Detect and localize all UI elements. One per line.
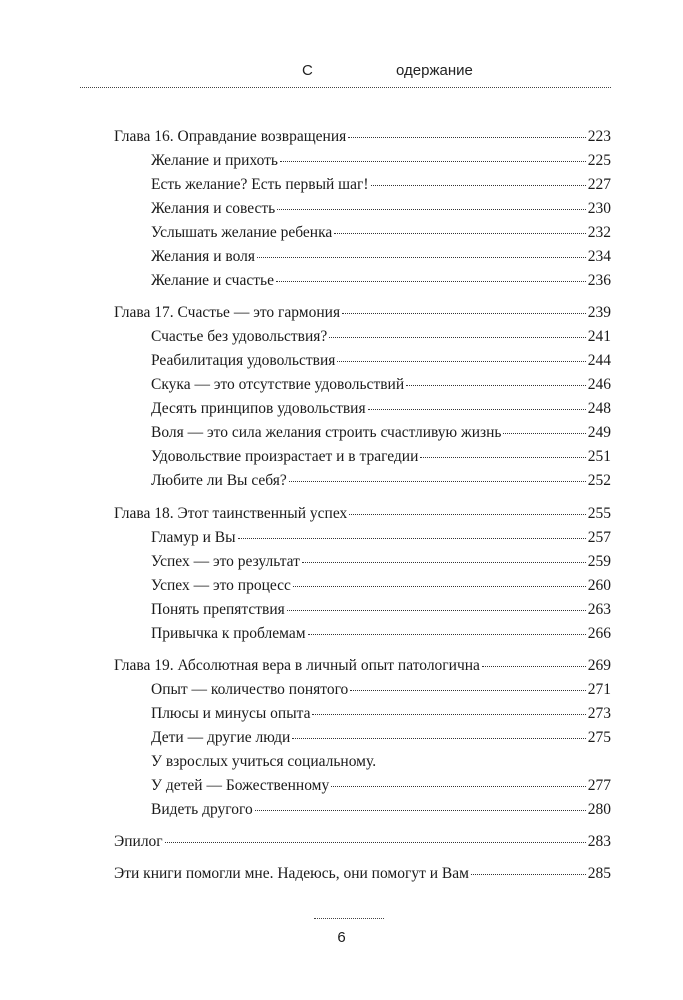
dot-leader <box>371 185 586 186</box>
toc-entry[interactable] <box>0 221 683 245</box>
toc-page-number: 269 <box>587 657 611 674</box>
toc-entry[interactable] <box>0 421 683 445</box>
toc-chapter[interactable] <box>0 862 683 886</box>
dot-leader <box>406 385 586 386</box>
toc-title: Удовольствие произрастает и в трагедии <box>151 448 419 465</box>
dot-leader <box>302 562 586 563</box>
toc-chapter[interactable] <box>0 125 683 149</box>
dot-leader <box>287 610 586 611</box>
toc-page-number: 227 <box>587 176 611 193</box>
dot-leader <box>349 514 586 515</box>
toc-chapter[interactable] <box>0 830 683 854</box>
header-title: одержание <box>396 62 473 79</box>
toc-title: Глава 18. Этот таинственный успех <box>114 505 348 522</box>
dot-leader <box>312 714 585 715</box>
toc-title: Опыт — количество понятого <box>151 681 349 698</box>
toc-entry[interactable] <box>0 245 683 269</box>
footer-divider <box>314 918 384 919</box>
toc-title: Реабилитация удовольствия <box>151 352 336 369</box>
toc-page-number: 259 <box>587 553 611 570</box>
toc-page-number: 283 <box>587 833 611 850</box>
toc-page-number: 232 <box>587 224 611 241</box>
toc-page-number: 280 <box>587 801 611 818</box>
dot-leader <box>420 457 585 458</box>
dot-leader <box>350 690 585 691</box>
toc-title: Видеть другого <box>151 801 253 818</box>
toc-entry[interactable] <box>0 702 683 726</box>
toc-entry[interactable] <box>0 622 683 646</box>
dot-leader <box>280 161 586 162</box>
dot-leader <box>471 874 586 875</box>
dot-leader <box>331 786 586 787</box>
toc-entry[interactable] <box>0 598 683 622</box>
toc-page-number: 260 <box>587 577 611 594</box>
dot-leader <box>255 810 586 811</box>
dot-leader <box>482 666 586 667</box>
toc-title: Плюсы и минусы опыта <box>151 705 311 722</box>
toc-title: Успех — это процесс <box>151 577 291 594</box>
dot-leader <box>337 361 585 362</box>
toc-entry[interactable] <box>0 325 683 349</box>
toc-title: У детей — Божественному <box>151 777 330 794</box>
toc-title: Желания и совесть <box>151 200 276 217</box>
dot-leader <box>238 538 586 539</box>
toc-entry[interactable] <box>0 798 683 822</box>
header-initial: С <box>302 62 313 79</box>
toc-title: Дети — другие люди <box>151 729 291 746</box>
toc-title: Гламур и Вы <box>151 529 236 546</box>
dot-leader <box>257 257 586 258</box>
toc-page-number: 285 <box>587 865 611 882</box>
toc-entry[interactable] <box>0 397 683 421</box>
running-header <box>0 62 683 84</box>
toc-page-number: 266 <box>587 625 611 642</box>
toc-title: Воля — это сила желания строить счастливую жизнь <box>151 424 502 441</box>
dot-leader <box>308 634 586 635</box>
dot-leader <box>289 481 586 482</box>
toc-title: Глава 19. Абсолютная вера в личный опыт патологична <box>114 657 480 674</box>
toc-chapter[interactable] <box>0 301 683 325</box>
toc-title: Есть желание? Есть первый шаг! <box>151 176 369 193</box>
toc-page-number: 248 <box>587 400 611 417</box>
toc-page-number: 234 <box>587 248 611 265</box>
toc-entry[interactable] <box>0 469 683 493</box>
dot-leader <box>293 586 586 587</box>
toc-page-number: 241 <box>587 328 611 345</box>
dot-leader <box>277 209 586 210</box>
dot-leader <box>165 842 586 843</box>
toc-entry[interactable] <box>0 574 683 598</box>
toc-title: Желание и прихоть <box>151 152 278 169</box>
dot-leader <box>368 409 586 410</box>
toc-page-number: 239 <box>587 304 611 321</box>
header-divider <box>80 87 611 88</box>
toc-page-number: 252 <box>587 472 611 489</box>
toc-entry[interactable] <box>0 269 683 293</box>
toc-title: Желания и воля <box>151 248 255 265</box>
toc-page-number: 223 <box>587 128 611 145</box>
toc-page-number: 225 <box>587 152 611 169</box>
page-number: 6 <box>337 929 346 946</box>
toc-title: Глава 16. Оправдание возвращения <box>114 128 347 145</box>
dot-leader <box>334 233 585 234</box>
toc-page-number: 236 <box>587 272 611 289</box>
toc-entry[interactable] <box>0 774 683 798</box>
toc-title: Любите ли Вы себя? <box>151 472 287 489</box>
dot-leader <box>342 313 586 314</box>
toc-entry[interactable] <box>0 373 683 397</box>
toc-entry[interactable] <box>0 149 683 173</box>
dot-leader <box>329 337 585 338</box>
toc-page-number: 277 <box>587 777 611 794</box>
toc-page-number: 251 <box>587 448 611 465</box>
toc-entry[interactable] <box>0 550 683 574</box>
toc-title: Успех — это результат <box>151 553 300 570</box>
toc-page-number: 255 <box>587 505 611 522</box>
toc-title: Понять препятствия <box>151 601 285 618</box>
toc-entry[interactable] <box>0 526 683 550</box>
toc-title: Эпилог <box>114 833 163 850</box>
toc-page-number: 271 <box>587 681 611 698</box>
toc-entry[interactable] <box>0 349 683 373</box>
toc-chapter[interactable] <box>0 654 683 678</box>
toc-title: Эти книги помогли мне. Надеюсь, они помогут и Вам <box>114 865 469 882</box>
toc-page-number: 246 <box>587 376 611 393</box>
toc-page-number: 230 <box>587 200 611 217</box>
toc-entry[interactable] <box>0 445 683 469</box>
toc-chapter[interactable] <box>0 502 683 526</box>
dot-leader <box>348 137 585 138</box>
toc-entry[interactable] <box>0 197 683 221</box>
dot-leader <box>503 433 585 434</box>
toc-title: Желание и счастье <box>151 272 274 289</box>
toc-title: Счастье без удовольствия? <box>151 328 328 345</box>
toc-page-number: 257 <box>587 529 611 546</box>
toc-entry[interactable] <box>0 726 683 750</box>
toc-title: Скука — это отсутствие удовольствий <box>151 376 405 393</box>
toc-page-number: 244 <box>587 352 611 369</box>
dot-leader <box>276 281 586 282</box>
toc-title: Привычка к проблемам <box>151 625 306 642</box>
toc-title: Услышать желание ребенка <box>151 224 333 241</box>
toc-entry[interactable] <box>0 173 683 197</box>
toc-title: Десять принципов удовольствия <box>151 400 366 417</box>
toc-page-number: 263 <box>587 601 611 618</box>
toc-entry-first-line: У взрослых учиться социальному. <box>151 753 377 770</box>
toc-page-number: 273 <box>587 705 611 722</box>
dot-leader <box>292 738 585 739</box>
toc-entry[interactable] <box>0 678 683 702</box>
toc-title: Глава 17. Счастье — это гармония <box>114 304 341 321</box>
toc-page-number: 249 <box>587 424 611 441</box>
toc-page-number: 275 <box>587 729 611 746</box>
